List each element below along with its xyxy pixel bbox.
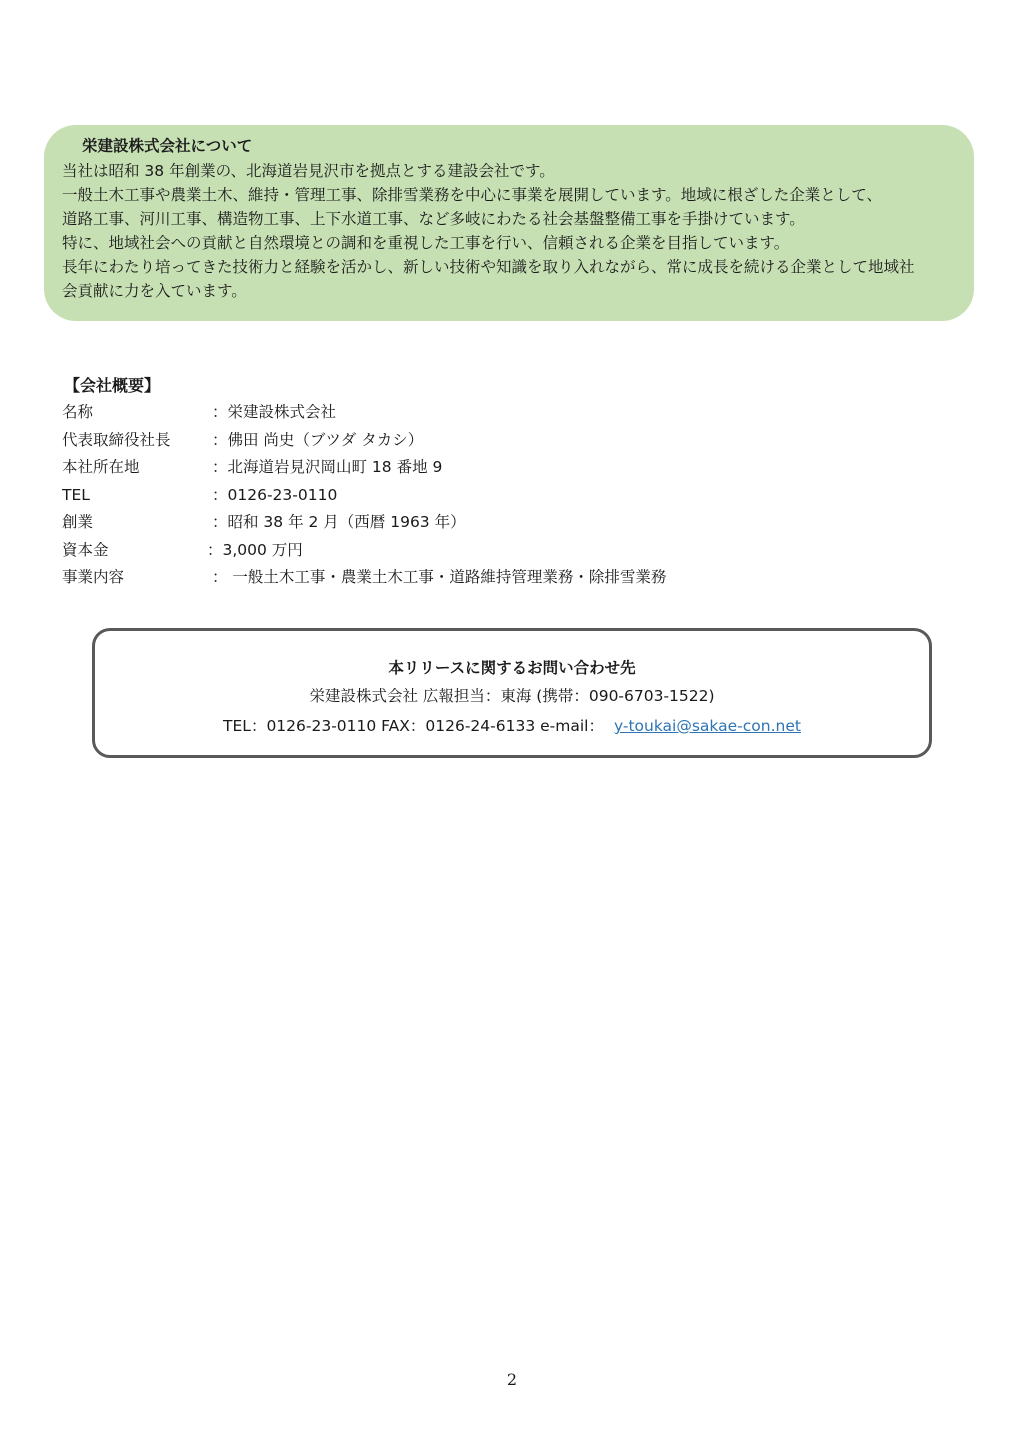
overview-label: 本社所在地 bbox=[62, 458, 140, 476]
overview-value: ：0126-23-0110 bbox=[212, 485, 338, 504]
about-line: 長年にわたり培ってきた技術力と経験を活かし、新しい技術や知識を取り入れながら、常に成長を続ける企業として地域社 bbox=[62, 258, 915, 276]
overview-value: ：3,000 万円 bbox=[207, 540, 303, 559]
contact-line: 栄建設株式会社 広報担当：東海 (携帯：090-6703-1522) bbox=[309, 687, 715, 705]
contact-box bbox=[92, 628, 932, 758]
overview-value: ：昭和 38 年 2 月（西暦 1963 年） bbox=[212, 513, 466, 531]
about-line: 特に、地域社会への貢献と自然環境との調和を重視した工事を行い、信頼される企業を目指しています。 bbox=[62, 234, 790, 252]
overview-label: TEL bbox=[62, 485, 90, 504]
about-line: 道路工事、河川工事、構造物工事、上下水道工事、など多岐にわたる社会基盤整備工事を手掛けています。 bbox=[62, 210, 805, 228]
page-number: 2 bbox=[506, 1370, 518, 1389]
overview-label: 事業内容 bbox=[62, 568, 125, 586]
contact-phone-fax: TEL：0126-23-0110 FAX：0126-24-6133 e-mail： bbox=[223, 717, 604, 735]
contact-title: 本リリースに関するお問い合わせ先 bbox=[388, 659, 636, 677]
contact-line-phone-email bbox=[95, 711, 929, 741]
about-section bbox=[44, 125, 974, 321]
overview-label: 創業 bbox=[62, 513, 94, 531]
overview-row bbox=[62, 454, 666, 482]
overview-label: 資本金 bbox=[62, 540, 109, 559]
overview-row bbox=[62, 399, 666, 427]
overview-row bbox=[62, 564, 666, 592]
about-line: 一般土木工事や農業土木、維持・管理工事、除排雪業務を中心に事業を展開しています。地域に根ざした企業として、 bbox=[62, 186, 882, 204]
overview-value: ：佛田 尚史（ブツダ タカシ） bbox=[212, 430, 424, 449]
overview-value: ：北海道岩見沢岡山町 18 番地 9 bbox=[212, 458, 443, 476]
about-line: 会貢献に力を入ています。 bbox=[62, 282, 247, 300]
overview-value: ：栄建設株式会社 bbox=[212, 403, 337, 421]
overview-title: 【会社概要】 bbox=[64, 376, 161, 395]
about-line: 当社は昭和 38 年創業の、北海道岩見沢市を拠点とする建設会社です。 bbox=[62, 162, 555, 180]
overview-row bbox=[62, 427, 666, 455]
overview-row bbox=[62, 509, 666, 537]
overview-value: ： 一般土木工事・農業土木工事・道路維持管理業務・除排雪業務 bbox=[212, 568, 667, 586]
email-link[interactable]: y-toukai@sakae-con.net bbox=[613, 717, 801, 735]
overview-label: 代表取締役社長 bbox=[62, 430, 171, 449]
overview-label: 名称 bbox=[62, 403, 94, 421]
overview-row bbox=[62, 482, 666, 510]
about-title: 栄建設株式会社について bbox=[82, 137, 253, 155]
company-overview bbox=[62, 373, 666, 592]
overview-row bbox=[62, 537, 666, 565]
